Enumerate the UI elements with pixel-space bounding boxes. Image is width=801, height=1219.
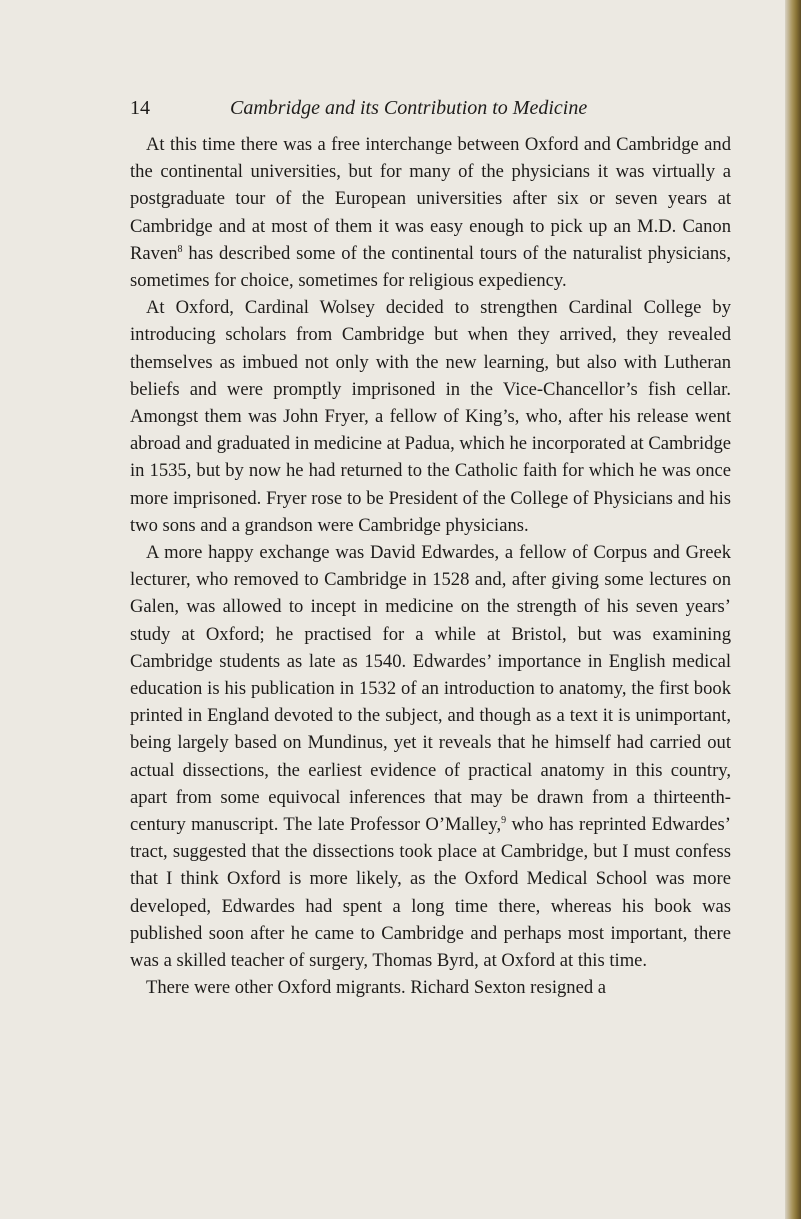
body-text xyxy=(130,131,731,1002)
footnote-ref-9: 9 xyxy=(501,815,507,827)
paragraph-1 xyxy=(130,131,731,294)
footnote-ref-8: 8 xyxy=(177,243,183,255)
paragraph-1-text-a: At this time there was a free interchange between Oxford and Cambridge and the continental universities, but for many of the physicians it was virtually a postgraduate tour of the European universities after six or seven years at Cambridge and at most of them it was easy enough to pick up an M.D. Canon Raven xyxy=(130,134,731,264)
paragraph-3-text-b: who has reprinted Edwardes’ tract, suggested that the dissections took place at Cambridge, but I must confess that I think Oxford is more likely, as the Oxford Medical School was more developed, Edwardes had spent a long time there, whereas his book was published soon after he came to Cambridge and perhaps most important, there was a skilled teacher of surgery, Thomas Byrd, at Oxford at this time. xyxy=(130,814,731,972)
paragraph-3-text-a: A more happy exchange was David Edwardes, a fellow of Corpus and Greek lecturer, who removed to Cambridge in 1528 and, after giving some lectures on Galen, was allowed to incept in medicine on the strength of his seven years’ study at Oxford; he practised for a while at Bristol, but was examining Cambridge students as late as 1540. Edwardes’ importance in English medical education is his publication in 1532 of an introduction to anatomy, the first book printed in England devoted to the subject, and though as a text it is unimportant, being largely based on Mundinus, yet it reveals that he himself had carried out actual dissections, the earliest evidence of practical anatomy in this country, apart from some equivocal inferences that may be drawn from a thirteenth-century manuscript. The late Professor O’Malley, xyxy=(130,542,731,836)
page-edge xyxy=(785,0,801,1219)
page-number: 14 xyxy=(130,97,150,119)
paragraph-2: At Oxford, Cardinal Wolsey decided to strengthen Cardinal College by introducing scholars from Cambridge but when they arrived, they revealed themselves as imbued not only with the new learning, but also with Lutheran beliefs and were promptly imprisoned in the Vice-Chancellor’s fish cellar. Amongst them was John Fryer, a fellow of King’s, who, after his release went abroad and graduated in medicine at Padua, which he incorporated at Cambridge in 1535, but by now he had returned to the Catholic faith for which he was once more imprisoned. Fryer rose to be President of the College of Physicians and his two sons and a grandson were Cambridge physicians. xyxy=(130,297,731,536)
paragraph-3 xyxy=(130,539,731,974)
paragraph-4: There were other Oxford migrants. Richard Sexton resigned a xyxy=(146,977,607,999)
paragraph-1-text-b: has described some of the continental tours of the naturalist physicians, sometimes for choice, sometimes for religious expediency. xyxy=(130,242,731,292)
running-title: Cambridge and its Contribution to Medicine xyxy=(230,97,588,119)
